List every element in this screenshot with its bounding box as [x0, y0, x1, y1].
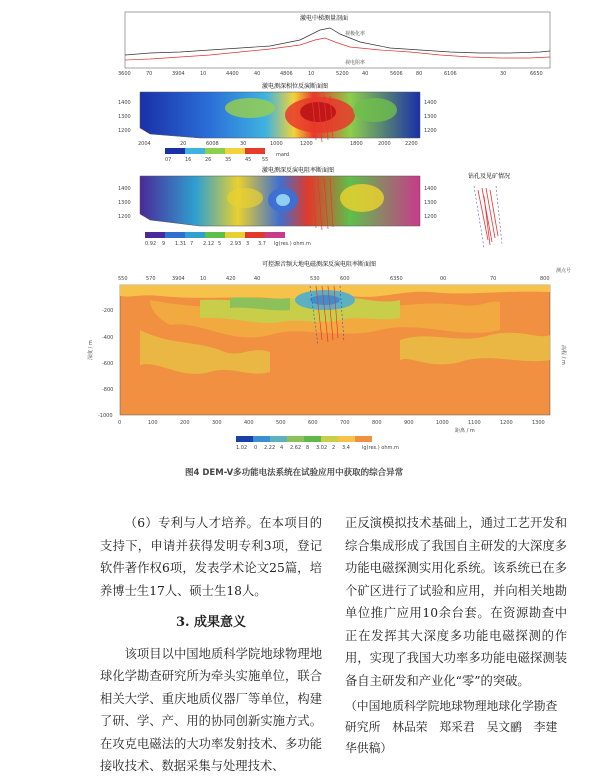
svg-text:1200: 1200	[424, 128, 437, 134]
svg-text:-600: -600	[102, 361, 114, 367]
svg-text:400: 400	[244, 420, 254, 426]
svg-text:4806: 4806	[280, 71, 293, 77]
svg-text:1300: 1300	[118, 200, 131, 206]
svg-text:30: 30	[240, 141, 247, 147]
svg-text:3.4: 3.4	[342, 445, 350, 451]
svg-text:-200: -200	[102, 308, 114, 314]
svg-text:-800: -800	[102, 387, 114, 393]
svg-text:1300: 1300	[424, 114, 437, 120]
svg-text:500: 500	[276, 420, 286, 426]
svg-text:1200: 1200	[118, 128, 131, 134]
svg-text:1200: 1200	[300, 141, 313, 147]
svg-text:80: 80	[416, 71, 423, 77]
svg-text:测点号: 测点号	[556, 268, 572, 274]
svg-text:07: 07	[165, 157, 172, 163]
svg-text:700: 700	[340, 420, 350, 426]
svg-text:00: 00	[440, 276, 447, 282]
svg-text:10: 10	[308, 71, 315, 77]
svg-text:3904: 3904	[172, 276, 185, 282]
panel1-legend-2: 视电阻率	[345, 60, 366, 66]
svg-text:3.7: 3.7	[258, 241, 266, 247]
svg-text:70: 70	[146, 71, 153, 77]
svg-text:4: 4	[280, 445, 284, 451]
svg-text:-1000: -1000	[98, 413, 113, 419]
svg-text:1200: 1200	[118, 214, 131, 220]
svg-text:600: 600	[308, 420, 318, 426]
svg-text:100: 100	[148, 420, 158, 426]
svg-text:-400: -400	[102, 335, 114, 341]
svg-text:1300: 1300	[532, 420, 545, 426]
svg-text:40: 40	[254, 71, 261, 77]
svg-text:2.22: 2.22	[264, 445, 276, 451]
panel2-title: 激电测深相位反演断面图	[262, 83, 329, 90]
svg-text:35: 35	[225, 157, 232, 163]
svg-text:1400: 1400	[424, 100, 437, 106]
svg-text:5200: 5200	[336, 71, 349, 77]
svg-text:2.12: 2.12	[203, 241, 215, 247]
svg-text:mard: mard	[276, 152, 290, 158]
svg-text:600: 600	[340, 276, 350, 282]
panel1-title: 激电中梯测量剖面	[300, 15, 349, 22]
svg-text:3.02: 3.02	[316, 445, 328, 451]
svg-text:800: 800	[540, 276, 550, 282]
svg-text:55: 55	[262, 157, 269, 163]
panel4-title: 可控源音频大地电磁测深反演电阻率断面图	[262, 261, 377, 268]
svg-text:0.92: 0.92	[145, 241, 157, 247]
svg-text:3904: 3904	[172, 71, 185, 77]
svg-text:6008: 6008	[206, 141, 219, 147]
svg-text:2.62: 2.62	[290, 445, 302, 451]
panel4-ylabel: 深度 / m	[88, 340, 94, 360]
svg-text:1300: 1300	[118, 114, 131, 120]
panel3-side-title: 钻孔及见矿情况	[468, 173, 511, 180]
side-drillholes	[478, 188, 498, 245]
signature: （中国地质科学院地球物理地球化学勘查研究所 林品荣 郑采君 吴文鹂 李建华供稿）	[345, 699, 558, 755]
panel4-xlabel: 距离 / m	[455, 428, 475, 434]
panel4-xticks	[118, 420, 545, 426]
panel4-yticks	[98, 308, 113, 419]
svg-text:800: 800	[372, 420, 382, 426]
panel1-legend-1: 视极化率	[345, 31, 366, 37]
svg-text:3: 3	[246, 241, 250, 247]
left-column	[100, 512, 322, 778]
panel2-colorbar	[165, 148, 289, 163]
svg-text:0: 0	[254, 445, 258, 451]
svg-text:2000: 2000	[378, 141, 391, 147]
svg-text:6650: 6650	[530, 71, 543, 77]
svg-text:10: 10	[200, 276, 207, 282]
svg-text:lg(res.) ohm.m: lg(res.) ohm.m	[274, 241, 311, 247]
svg-text:8: 8	[306, 445, 310, 451]
svg-text:5606: 5606	[390, 71, 403, 77]
svg-text:1400: 1400	[118, 186, 131, 192]
right-column	[345, 512, 567, 759]
svg-text:550: 550	[118, 276, 128, 282]
svg-text:300: 300	[212, 420, 222, 426]
svg-text:1.02: 1.02	[236, 445, 248, 451]
svg-text:570: 570	[146, 276, 156, 282]
svg-text:9: 9	[162, 241, 166, 247]
svg-text:2004: 2004	[138, 141, 151, 147]
panel3-colorbar	[145, 232, 311, 247]
svg-text:45: 45	[245, 157, 252, 163]
svg-text:26: 26	[205, 157, 212, 163]
svg-text:20: 20	[180, 141, 187, 147]
svg-text:1.31: 1.31	[175, 241, 187, 247]
svg-text:2: 2	[332, 445, 336, 451]
panel2-xticks	[138, 141, 418, 147]
svg-text:1400: 1400	[118, 100, 131, 106]
svg-text:6350: 6350	[390, 276, 403, 282]
svg-text:40: 40	[362, 71, 369, 77]
svg-text:2200: 2200	[405, 141, 418, 147]
svg-text:1000: 1000	[270, 141, 283, 147]
panel3-title: 激电测深反演电阻率断面图	[262, 167, 335, 174]
svg-text:1400: 1400	[424, 186, 437, 192]
figure-caption: 图4 DEM-V多功能电法系统在试验应用中获取的综合异常	[185, 468, 404, 478]
svg-text:5: 5	[218, 241, 222, 247]
svg-text:lg(res.) ohm.m: lg(res.) ohm.m	[362, 445, 399, 451]
svg-text:7: 7	[190, 241, 194, 247]
svg-text:16: 16	[185, 157, 192, 163]
panel4-colorbar	[236, 436, 399, 451]
svg-text:200: 200	[180, 420, 190, 426]
svg-text:10: 10	[200, 71, 207, 77]
panel4-ylabel-right: 高程 / m	[560, 345, 566, 365]
svg-text:420: 420	[226, 276, 236, 282]
svg-text:1200: 1200	[500, 420, 513, 426]
paragraph-significance: 该项目以中国地质科学院地球物理地球化学勘查研究所为牵头实施单位，联合相关大学、重庆地质仪器厂等单位，构建了研、学、产、用的协同创新实施方式。在攻克电磁法的大功率发射技术、多功能接收技术、数据采集与处理技术、	[100, 646, 322, 773]
svg-text:3600: 3600	[118, 71, 131, 77]
svg-text:530: 530	[310, 276, 320, 282]
svg-text:30: 30	[500, 71, 507, 77]
svg-text:1800: 1800	[350, 141, 363, 147]
svg-text:900: 900	[404, 420, 414, 426]
svg-text:2.93: 2.93	[230, 241, 242, 247]
svg-text:0: 0	[118, 420, 122, 426]
svg-text:70: 70	[490, 276, 497, 282]
svg-text:40: 40	[254, 276, 261, 282]
svg-text:6106: 6106	[444, 71, 457, 77]
svg-text:1000: 1000	[436, 420, 449, 426]
section-heading: 3. 成果意义	[175, 615, 247, 630]
panel1-xticks	[118, 71, 543, 77]
paragraph-continued: 正反演模拟技术基础上，通过工艺开发和综合集成形成了我国自主研发的大深度多功能电磁探测实用化系统。该系统已在多个矿区进行了试验和应用，并向相关地勘单位推广应用10余台套。在资源勘查中正在发挥其大深度多功能电磁探测的作用，实现了我国大功率多功能电磁探测装备自主研发和产业化“零”的突破。	[345, 516, 567, 688]
panel4-top-ticks	[118, 267, 571, 282]
svg-text:1100: 1100	[468, 420, 481, 426]
svg-text:4400: 4400	[226, 71, 239, 77]
svg-text:1200: 1200	[424, 214, 437, 220]
paragraph-patents: （6）专利与人才培养。在本项目的支持下，申请并获得发明专利3项，登记软件著作权6项，发表学术论文25篇，培养博士生17人、硕士生18人。	[100, 516, 322, 598]
svg-text:1300: 1300	[424, 200, 437, 206]
